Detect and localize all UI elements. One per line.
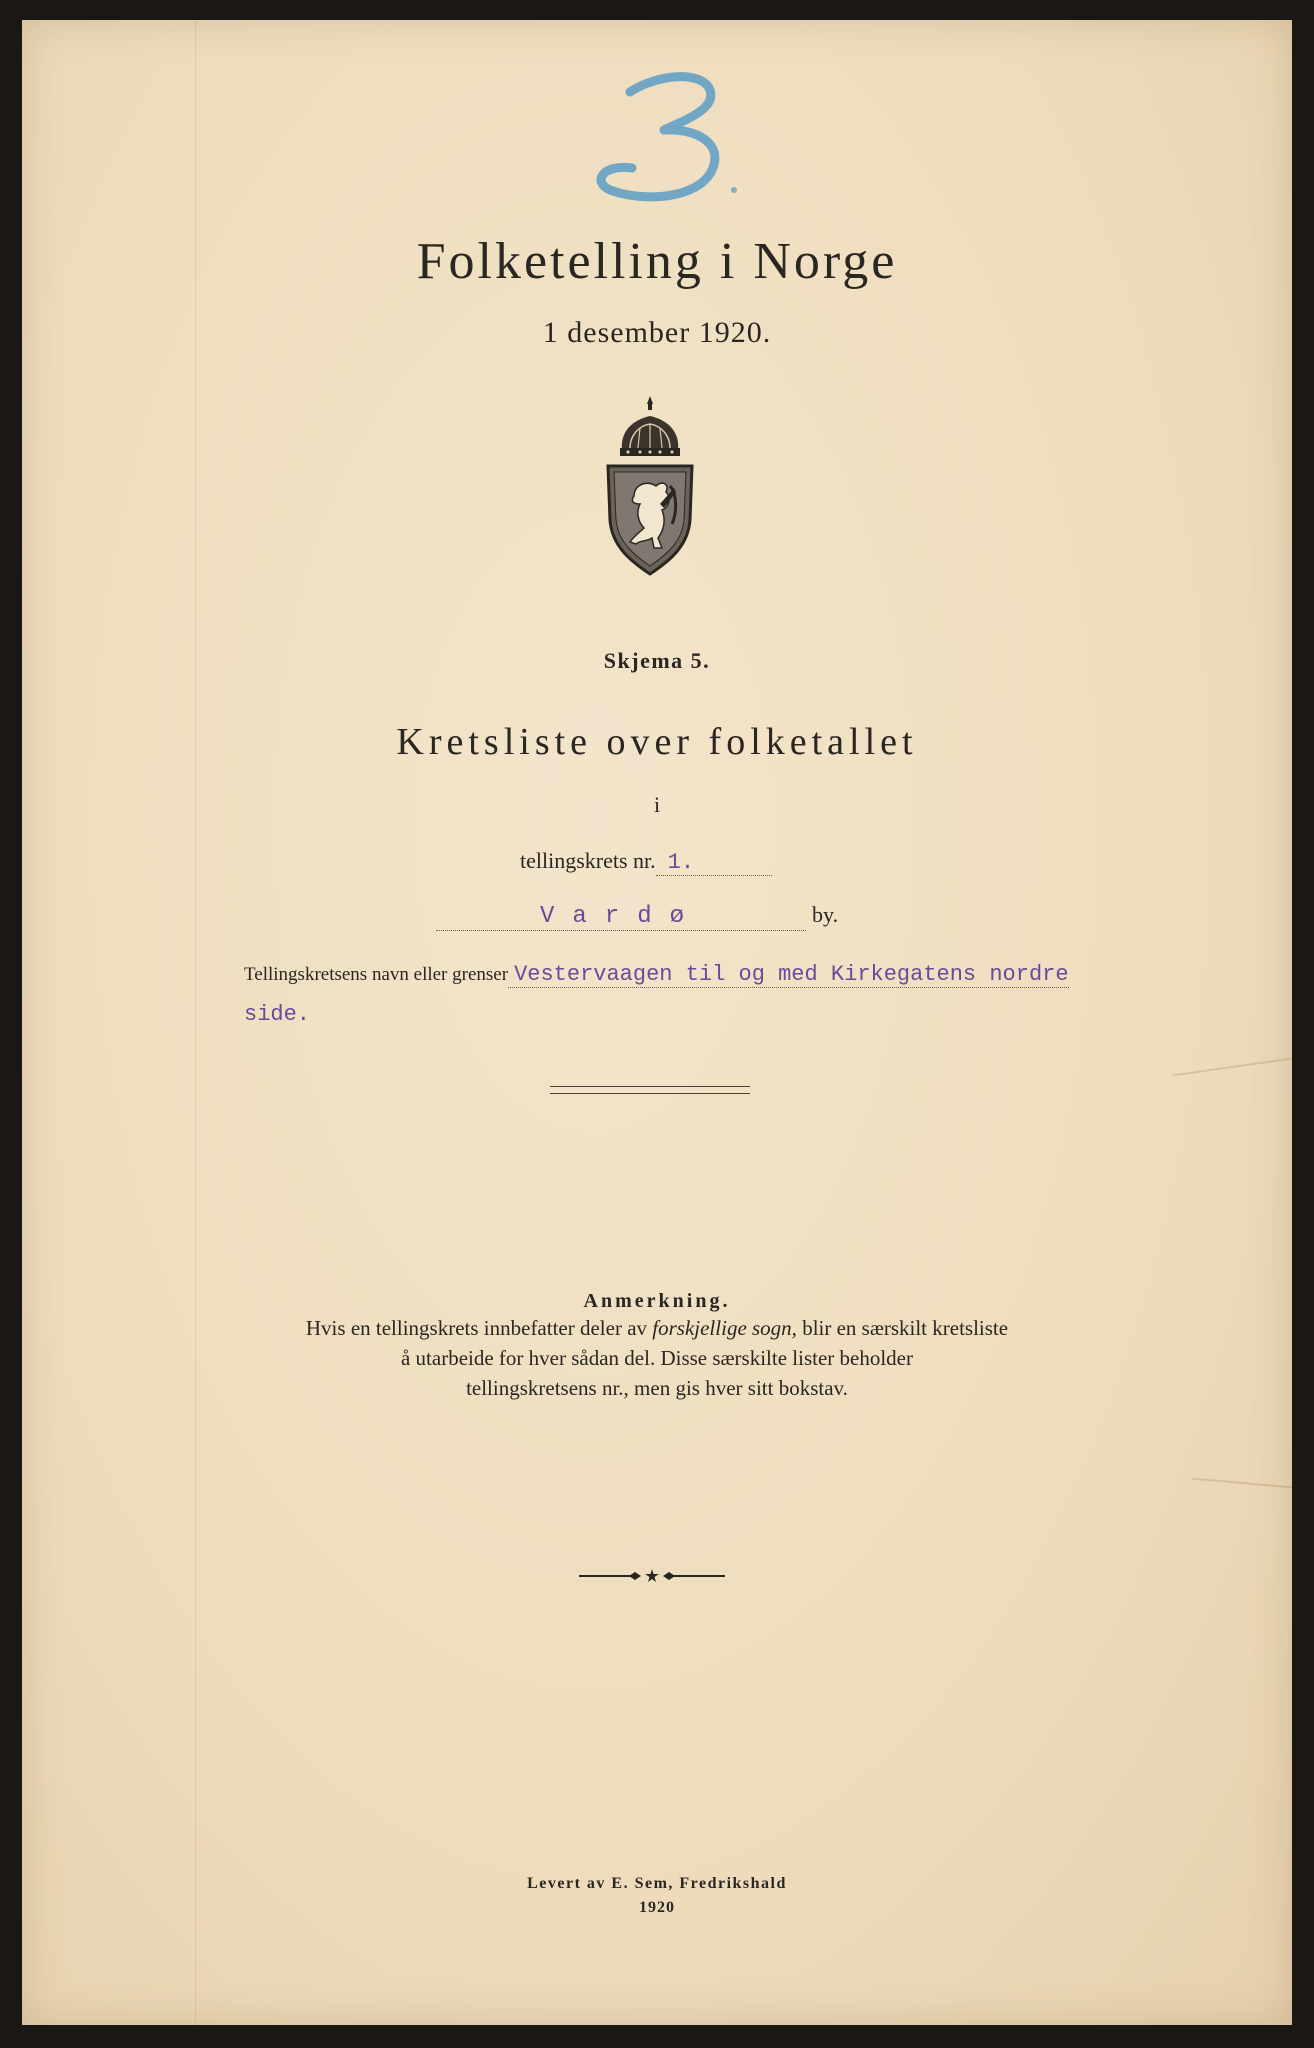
note-line-1-start: Hvis en tellingskrets innbefatter deler av (305, 1316, 653, 1340)
paper-crease (1192, 1478, 1292, 1489)
ornamental-divider-icon (577, 1568, 727, 1584)
district-number-value: 1. (656, 850, 772, 876)
preposition: i (653, 792, 661, 817)
note-line-2: å utarbeide for hver sådan del. Disse særskilte lister beholder (400, 1346, 913, 1370)
city-suffix: by. (812, 902, 839, 927)
district-number-label: tellingskrets nr. (520, 848, 656, 873)
list-title: Kretsliste over folketallet (396, 721, 918, 763)
paper-crease (1172, 1058, 1291, 1077)
census-form-page (22, 20, 1292, 2025)
note-heading: Anmerkning. (583, 1290, 731, 1312)
note-line-3: tellingskretsens nr., men gis hver sitt bokstav. (466, 1376, 848, 1400)
handwritten-page-number (562, 52, 762, 227)
printer-credit: Levert av E. Sem, Fredrikshald (527, 1875, 787, 1892)
city-name-value: Vardø (436, 903, 806, 931)
norwegian-coat-of-arms-icon (600, 392, 700, 582)
form-label: Skjema 5. (603, 648, 711, 673)
census-date: 1 desember 1920. (542, 316, 772, 349)
boundary-value-line1: Vestervaagen til og med Kirkegatens nordre (508, 962, 1069, 988)
city-row (436, 902, 838, 931)
double-rule-divider (550, 1086, 750, 1094)
document-title: Folketelling i Norge (416, 233, 898, 290)
note-line-1 (22, 1316, 1292, 1341)
district-boundary-row (244, 962, 1069, 988)
district-number-row (520, 848, 772, 876)
boundary-value-line2: side. (244, 1002, 311, 1027)
printer-year: 1920 (639, 1899, 675, 1916)
boundary-label: Tellingskretsens navn eller grenser (244, 964, 509, 985)
note-line-1-italic: forskjellige sogn, (652, 1316, 797, 1340)
note-line-1-end: blir en særskilt kretsliste (796, 1316, 1009, 1340)
